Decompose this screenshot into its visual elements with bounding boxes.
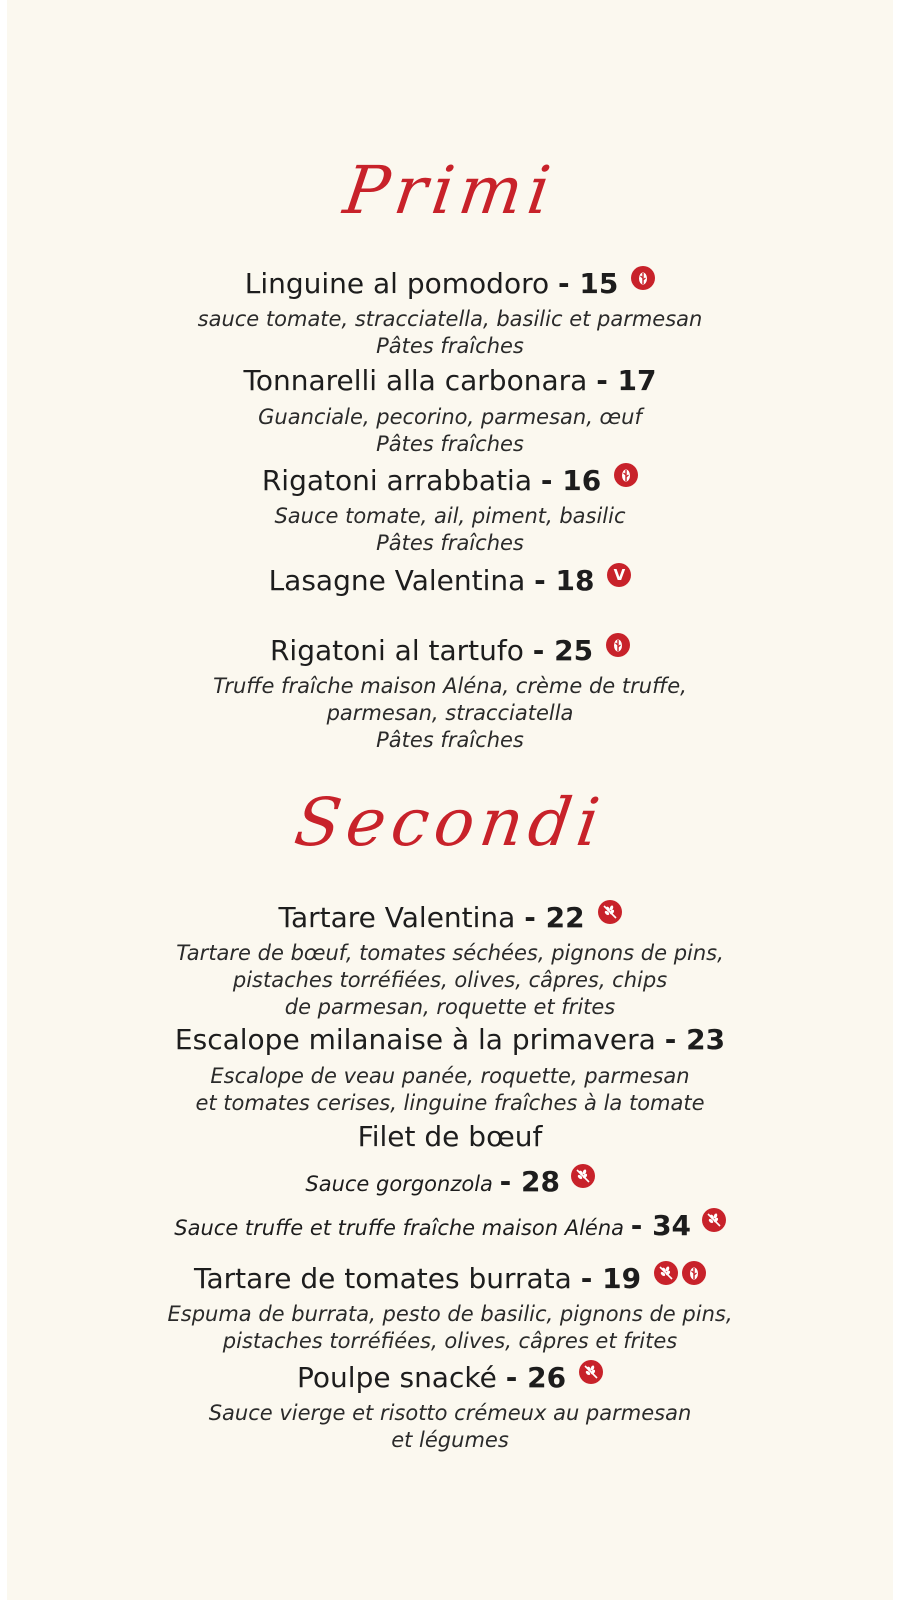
dish-description: Espuma de burrata, pesto de basilic, pignons de pins, — [167, 1302, 733, 1326]
dish-description: Truffe fraîche maison Aléna, crème de truffe, — [213, 674, 687, 698]
dish-name: Rigatoni al tartufo — [269, 634, 524, 667]
gluten-free-icon — [598, 900, 622, 924]
menu-item-tartare-de-tomates-burrata — [7, 1261, 893, 1296]
dish-name: Linguine al pomodoro — [244, 267, 550, 300]
gluten-free-icon — [579, 1360, 603, 1384]
dish-description-line-3: de parmesan, roquette et frites — [284, 995, 616, 1019]
menu-item-rigatoni-al-tartufo — [7, 633, 893, 668]
option-label: Sauce gorgonzola — [305, 1172, 493, 1196]
menu-item-linguine-al-pomodoro — [7, 266, 893, 301]
dish-price: - 26 — [505, 1361, 567, 1394]
section-title-primi: Primi — [339, 152, 561, 229]
dish-note: Pâtes fraîches — [376, 728, 524, 752]
dish-price: - 16 — [540, 464, 602, 497]
dish-price: - 18 — [534, 564, 595, 597]
dish-name: Lasagne Valentina — [268, 564, 526, 597]
badge-letter: V — [613, 566, 626, 584]
dish-name: Rigatoni arrabbatia — [261, 464, 532, 497]
vegetarian-icon — [606, 633, 630, 657]
dish-option — [7, 1208, 893, 1245]
dish-description: Sauce vierge et risotto crémeux au parmesan — [208, 1401, 692, 1425]
dish-description-line-2: pistaches torréfiées, olives, câpres, chips — [232, 968, 668, 992]
gluten-free-icon — [702, 1208, 726, 1232]
gluten-free-icon — [654, 1261, 678, 1285]
menu-item-escalope-milanaise — [7, 1023, 893, 1057]
dish-price: - 19 — [580, 1262, 642, 1295]
vegetarian-icon — [682, 1261, 706, 1285]
gluten-free-icon — [571, 1164, 595, 1188]
dish-name: Escalope milanaise à la primavera — [174, 1023, 656, 1056]
dish-option — [7, 1164, 893, 1201]
menu-item-rigatoni-arrabbatia — [7, 463, 893, 498]
option-price: - 28 — [499, 1165, 560, 1198]
dish-description-line-2: et tomates cerises, linguine fraîches à la tomate — [195, 1091, 705, 1115]
option-price: - 34 — [630, 1209, 692, 1242]
dish-price: - 17 — [596, 364, 657, 397]
dish-description: Sauce tomate, ail, piment, basilic — [274, 504, 626, 528]
dish-description: Guanciale, pecorino, parmesan, œuf — [258, 405, 642, 429]
dish-description: sauce tomate, stracciatella, basilic et parmesan — [197, 307, 703, 331]
dish-note: Pâtes fraîches — [376, 334, 524, 358]
menu-item-poulpe-snacke — [7, 1360, 893, 1395]
menu-item-lasagne-valentina — [7, 563, 893, 598]
dish-description: Tartare de bœuf, tomates séchées, pignons de pins, — [176, 941, 724, 965]
option-label: Sauce truffe et truffe fraîche maison Aléna — [174, 1216, 625, 1240]
dish-name: Poulpe snacké — [297, 1361, 497, 1394]
vegetarian-icon — [614, 463, 638, 487]
dish-description-line-2: et légumes — [391, 1428, 509, 1452]
menu-page — [7, 0, 893, 1600]
vegetarian-icon — [631, 266, 655, 290]
section-title-secondi: Secondi — [290, 784, 610, 861]
menu-item-tartare-valentina — [7, 900, 893, 935]
v-badge-icon — [607, 563, 631, 587]
dish-price: - 22 — [524, 901, 585, 934]
dish-price: - 25 — [532, 634, 594, 667]
dish-note: Pâtes fraîches — [376, 531, 524, 555]
dish-note: Pâtes fraîches — [376, 432, 524, 456]
dish-name: Tartare Valentina — [278, 901, 516, 934]
dish-name: Tonnarelli alla carbonara — [243, 364, 588, 397]
dish-price: - 23 — [664, 1023, 726, 1056]
menu-item-tonnarelli-alla-carbonara — [7, 364, 893, 398]
menu-item-filet-de-boeuf — [7, 1120, 893, 1154]
dish-name: Tartare de tomates burrata — [194, 1262, 572, 1295]
dish-description: Escalope de veau panée, roquette, parmesan — [210, 1064, 690, 1088]
dish-description-line-2: parmesan, stracciatella — [326, 701, 574, 725]
dish-price: - 15 — [558, 267, 619, 300]
dish-name: Filet de bœuf — [357, 1120, 543, 1153]
dish-description-line-2: pistaches torréfiées, olives, câpres et frites — [222, 1329, 678, 1353]
